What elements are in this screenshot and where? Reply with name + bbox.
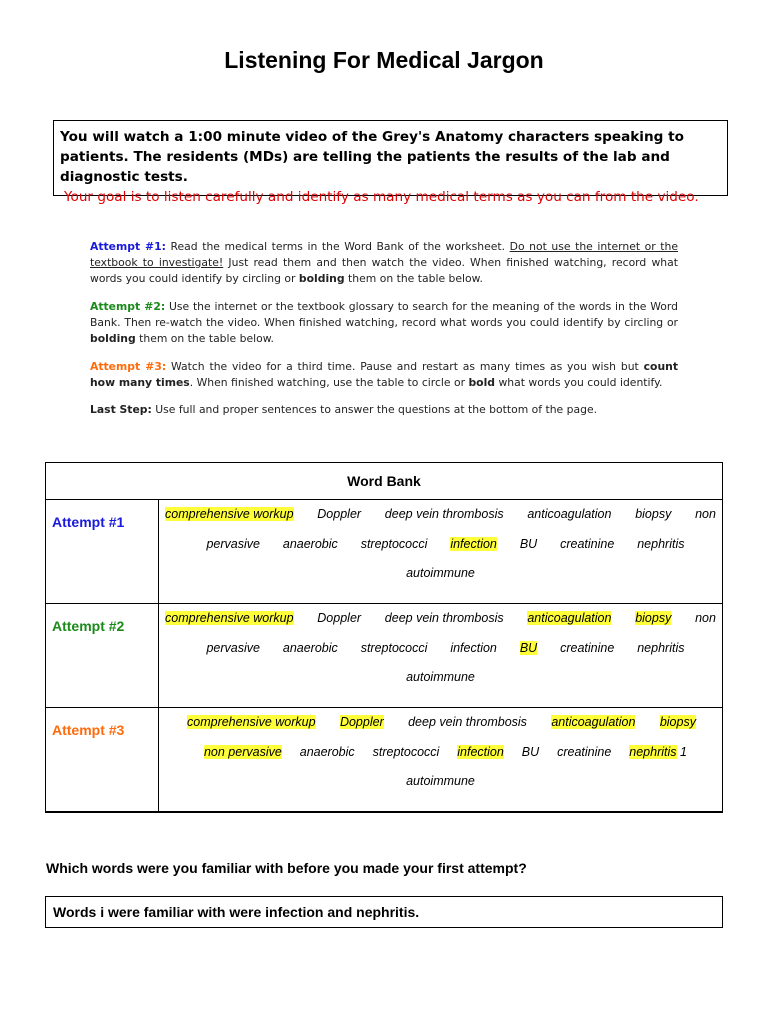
question-text: Which words were you familiar with before you made your first attempt? — [46, 860, 527, 876]
intro-text: You will watch a 1:00 minute video of the Grey's Anatomy characters speaking to patients. The residents (MDs) are telling the patients the results of the lab and diagnostic tests. — [60, 129, 684, 185]
attempt-1-text-c: them on the table below. — [344, 272, 483, 285]
word-term: autoimmune — [406, 566, 475, 580]
attempt-1-text-b: Just read them and then watch the video. When finished watching, record what words you could identify by circling or — [90, 256, 678, 285]
attempt-3-text-b: . When finished watching, use the table to circle or — [189, 376, 469, 389]
row-label-attempt-1: Attempt #1 — [46, 500, 159, 604]
table-row — [46, 500, 723, 604]
word-term: nephritis — [637, 537, 685, 551]
word-term: BU — [521, 745, 540, 759]
attempt-2-bold: bolding — [90, 332, 136, 345]
word-term: Doppler — [317, 611, 362, 625]
word-term: infection — [457, 745, 504, 759]
attempt-1-bold: bolding — [298, 272, 345, 285]
word-term: comprehensive workup — [165, 611, 294, 625]
last-step-label: Last Step: — [90, 403, 152, 416]
row-label-attempt-2: Attempt #2 — [46, 604, 159, 708]
word-term: anticoagulation — [527, 611, 612, 625]
word-term: pervasive — [206, 641, 260, 655]
word-term: biopsy — [659, 715, 696, 729]
word-term: non pervasive — [203, 745, 282, 759]
word-term: non — [695, 611, 716, 625]
row-label-attempt-3: Attempt #3 — [46, 708, 159, 813]
attempt-1-warning: Do not use the internet or the textbook to investigate! — [90, 240, 678, 269]
word-term: comprehensive workup — [187, 715, 316, 729]
attempt-1-label: Attempt #1: — [90, 240, 166, 253]
word-term: streptococci — [372, 745, 440, 759]
word-line — [165, 566, 716, 580]
word-term: autoimmune — [406, 670, 475, 684]
word-line — [165, 745, 716, 759]
table-row — [46, 604, 723, 708]
word-term: anticoagulation — [551, 715, 636, 729]
word-term: streptococci — [360, 641, 428, 655]
attempt-1-text-a: Read the medical terms in the Word Bank of the worksheet. — [165, 240, 510, 253]
word-bank-header: Word Bank — [46, 463, 723, 500]
word-term: non — [695, 507, 716, 521]
attempt-2-text-b: them on the table below. — [135, 332, 274, 345]
word-cell — [159, 500, 723, 604]
word-line — [165, 641, 716, 655]
word-term: anaerobic — [282, 537, 338, 551]
word-line — [165, 670, 716, 684]
word-term: creatinine — [560, 537, 615, 551]
word-term: biopsy — [635, 507, 672, 521]
word-term: deep vein thrombosis — [384, 611, 504, 625]
word-term: creatinine — [560, 641, 615, 655]
word-term: anaerobic — [282, 641, 338, 655]
attempt-3-text-a: Watch the video for a third time. Pause and restart as many times as you wish but — [166, 360, 644, 373]
attempt-3-bold-b: bold — [468, 376, 496, 389]
word-term: nephritis — [637, 641, 685, 655]
last-step-text: Use full and proper sentences to answer the questions at the bottom of the page. — [151, 403, 598, 416]
attempt-2-text-a: Use the internet or the textbook glossary to search for the meaning of the words in the Word Bank. Then re-watch the video. When finished watching, record what words you could identify by circling or — [90, 300, 678, 329]
word-term: infection — [450, 537, 497, 551]
word-term: infection — [450, 641, 497, 655]
word-term: anticoagulation — [527, 507, 612, 521]
instruction-attempt-1 — [90, 239, 678, 287]
attempt-3-text-c: what words you could identify. — [495, 376, 663, 389]
word-term: autoimmune — [406, 774, 475, 788]
word-cell — [159, 604, 723, 708]
instruction-attempt-2 — [90, 299, 678, 347]
word-term: biopsy — [635, 611, 672, 625]
word-term: comprehensive workup — [165, 507, 294, 521]
word-term: nephritis 1 — [629, 745, 687, 759]
word-term: creatinine — [557, 745, 612, 759]
word-term: Doppler — [317, 507, 362, 521]
attempt-2-label: Attempt #2: — [90, 300, 166, 313]
answer-box[interactable]: Words i were familiar with were infection and nephritis. — [45, 896, 723, 928]
goal-text: Your goal is to listen carefully and identify as many medical terms as you can from the video. — [64, 189, 699, 205]
word-cell — [159, 708, 723, 813]
word-bank-table — [45, 462, 723, 813]
word-line — [165, 507, 716, 521]
word-term: BU — [519, 641, 538, 655]
word-term: deep vein thrombosis — [408, 715, 527, 729]
word-line — [165, 715, 716, 729]
attempt-3-label: Attempt #3: — [90, 360, 167, 373]
word-term: BU — [519, 537, 538, 551]
intro-box — [53, 120, 728, 205]
instruction-last-step — [90, 402, 678, 418]
word-line — [165, 611, 716, 625]
page-title: Listening For Medical Jargon — [224, 47, 544, 73]
word-term: pervasive — [206, 537, 260, 551]
word-line — [165, 537, 716, 551]
word-term: streptococci — [360, 537, 428, 551]
table-row — [46, 708, 723, 813]
word-term: deep vein thrombosis — [384, 507, 504, 521]
word-term: Doppler — [339, 715, 384, 729]
instruction-attempt-3 — [90, 359, 678, 391]
word-line — [165, 774, 716, 788]
word-term: anaerobic — [299, 745, 355, 759]
attempt-3-bold-a: count how many times — [90, 360, 678, 389]
